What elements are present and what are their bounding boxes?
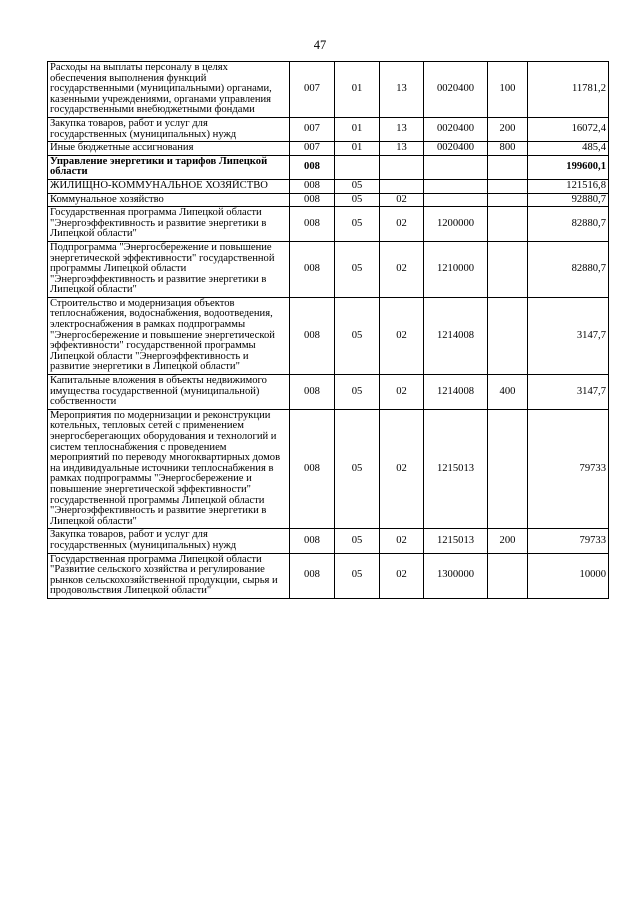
row-target-article-cell: 1214008 [424,375,488,410]
row-target-article-cell [424,193,488,207]
row-sum-cell: 79733 [528,409,609,529]
row-section-cell: 01 [335,62,380,118]
table-row [48,409,609,529]
row-expense-type-cell [488,155,528,179]
row-name-cell: Подпрограмма "Энергосбережение и повышение энергетической эффективности" государственной программы Липецкой области "Энергоэффективность и развитие энергетики в Липецкой области" [48,241,290,297]
budget-table-body [48,62,609,599]
row-section-cell: 05 [335,529,380,553]
row-section-cell: 01 [335,142,380,156]
row-target-article-cell: 1215013 [424,529,488,553]
row-expense-type-cell: 100 [488,62,528,118]
row-section-cell: 05 [335,193,380,207]
table-row [48,155,609,179]
row-name-cell: Закупка товаров, работ и услуг для государственных (муниципальных) нужд [48,117,290,141]
row-section-cell: 05 [335,207,380,242]
row-name-cell: Капитальные вложения в объекты недвижимого имущества государственной (муниципальной) собственности [48,375,290,410]
table-row [48,297,609,374]
row-target-article-cell [424,179,488,193]
row-subsection-cell: 02 [380,409,424,529]
row-expense-type-cell: 200 [488,529,528,553]
table-row [48,179,609,193]
row-expense-type-cell [488,179,528,193]
row-sum-cell: 82880,7 [528,241,609,297]
page-number: 47 [313,38,327,52]
row-subsection-cell: 02 [380,241,424,297]
row-name-cell: Иные бюджетные ассигнования [48,142,290,156]
row-sum-cell: 3147,7 [528,375,609,410]
row-name-cell: Управление энергетики и тарифов Липецкой области [48,155,290,179]
row-subsection-cell: 02 [380,375,424,410]
table-row [48,375,609,410]
budget-table [47,61,609,599]
row-section-cell: 05 [335,241,380,297]
row-sum-cell: 10000 [528,553,609,598]
row-section-cell: 05 [335,409,380,529]
row-target-article-cell: 0020400 [424,117,488,141]
row-ministry-cell: 008 [290,207,335,242]
row-name-cell: Закупка товаров, работ и услуг для государственных (муниципальных) нужд [48,529,290,553]
row-subsection-cell: 13 [380,62,424,118]
row-subsection-cell: 02 [380,207,424,242]
table-row [48,193,609,207]
row-ministry-cell: 008 [290,179,335,193]
table-row [48,553,609,598]
row-ministry-cell: 008 [290,155,335,179]
row-sum-cell: 3147,7 [528,297,609,374]
table-row [48,142,609,156]
row-subsection-cell: 13 [380,117,424,141]
row-section-cell: 01 [335,117,380,141]
row-subsection-cell: 02 [380,529,424,553]
row-ministry-cell: 008 [290,241,335,297]
row-expense-type-cell: 800 [488,142,528,156]
table-row [48,117,609,141]
row-sum-cell: 79733 [528,529,609,553]
row-expense-type-cell [488,193,528,207]
row-ministry-cell: 008 [290,297,335,374]
table-row [48,529,609,553]
row-section-cell: 05 [335,179,380,193]
row-subsection-cell: 02 [380,297,424,374]
row-subsection-cell: 02 [380,553,424,598]
row-expense-type-cell [488,553,528,598]
table-row [48,207,609,242]
row-name-cell: Расходы на выплаты персоналу в целях обеспечения выполнения функций государственными (муниципальными) органами, казенными учреждениями, органами управления государственными внебюджетными фондами [48,62,290,118]
row-expense-type-cell [488,297,528,374]
row-subsection-cell [380,179,424,193]
row-expense-type-cell: 200 [488,117,528,141]
row-sum-cell: 199600,1 [528,155,609,179]
row-section-cell: 05 [335,297,380,374]
row-ministry-cell: 007 [290,117,335,141]
row-ministry-cell: 008 [290,375,335,410]
row-expense-type-cell: 400 [488,375,528,410]
row-target-article-cell [424,155,488,179]
row-name-cell: ЖИЛИЩНО-КОММУНАЛЬНОЕ ХОЗЯЙСТВО [48,179,290,193]
row-sum-cell: 16072,4 [528,117,609,141]
row-subsection-cell [380,155,424,179]
row-sum-cell: 121516,8 [528,179,609,193]
row-target-article-cell: 0020400 [424,142,488,156]
row-subsection-cell: 02 [380,193,424,207]
row-sum-cell: 82880,7 [528,207,609,242]
row-section-cell: 05 [335,553,380,598]
row-ministry-cell: 007 [290,142,335,156]
row-ministry-cell: 008 [290,529,335,553]
table-row [48,62,609,118]
row-ministry-cell: 008 [290,409,335,529]
row-expense-type-cell [488,409,528,529]
row-expense-type-cell [488,207,528,242]
row-target-article-cell: 1214008 [424,297,488,374]
row-name-cell: Государственная программа Липецкой области "Развитие сельского хозяйства и регулирование рынков сельскохозяйственной продукции, сырья и продовольствия Липецкой области" [48,553,290,598]
row-ministry-cell: 007 [290,62,335,118]
row-sum-cell: 92880,7 [528,193,609,207]
row-sum-cell: 485,4 [528,142,609,156]
row-target-article-cell: 1215013 [424,409,488,529]
row-target-article-cell: 1200000 [424,207,488,242]
row-subsection-cell: 13 [380,142,424,156]
row-expense-type-cell [488,241,528,297]
row-target-article-cell: 0020400 [424,62,488,118]
table-row [48,241,609,297]
row-name-cell: Мероприятия по модернизации и реконструкции котельных, тепловых сетей с применением энергосберегающих оборудования и технологий и систем теплоснабжения с проведением мероприятий по переводу многоквартирных домов на индивидуальные источники теплоснабжения в рамках подпрограммы "Энергосбережение и повышение энергетической эффективности" государственной программы Липецкой области "Энергоэффективность и развитие энергетики в Липецкой области" [48,409,290,529]
row-name-cell: Коммунальное хозяйство [48,193,290,207]
row-target-article-cell: 1210000 [424,241,488,297]
row-name-cell: Государственная программа Липецкой области "Энергоэффективность и развитие энергетики в Липецкой области" [48,207,290,242]
row-section-cell: 05 [335,375,380,410]
row-name-cell: Строительство и модернизация объектов теплоснабжения, водоснабжения, водоотведения, электроснабжения в рамках подпрограммы "Энергосбережение и повышение энергетической эффективности" государственной программы Липецкой области "Энергоэффективность и развитие энергетики в Липецкой области" [48,297,290,374]
row-target-article-cell: 1300000 [424,553,488,598]
row-ministry-cell: 008 [290,193,335,207]
row-sum-cell: 11781,2 [528,62,609,118]
row-section-cell [335,155,380,179]
row-ministry-cell: 008 [290,553,335,598]
